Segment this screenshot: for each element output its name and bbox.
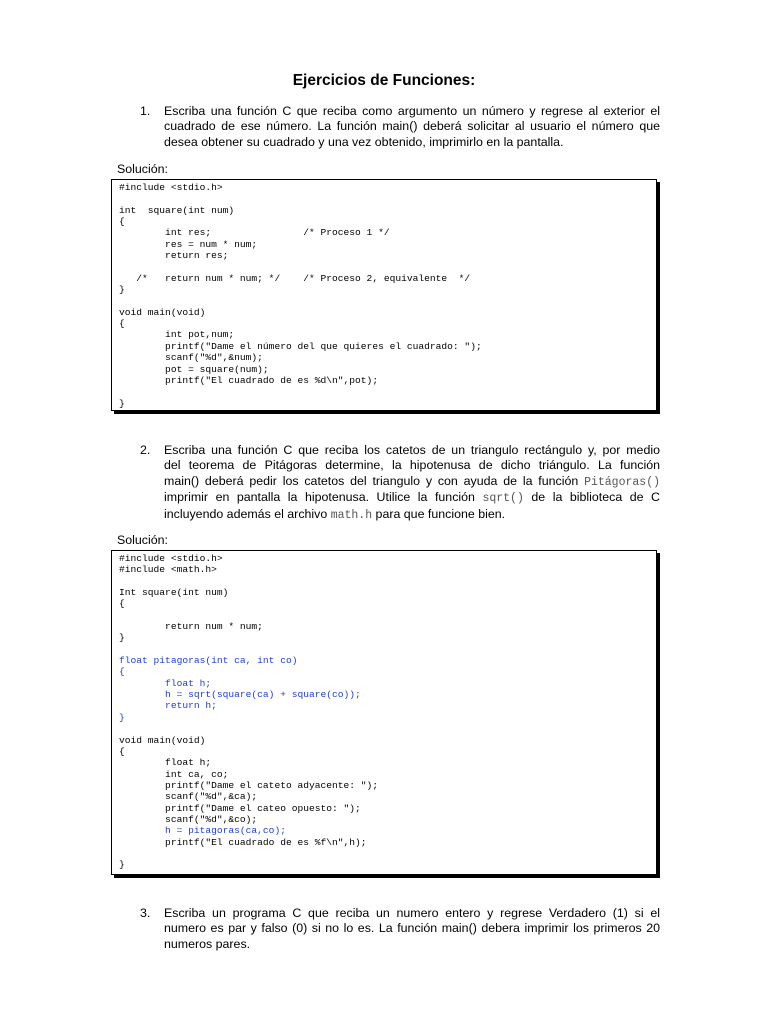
code-line: } bbox=[119, 859, 125, 871]
code-line: void main(void) bbox=[119, 734, 206, 746]
exercise-2-text bbox=[164, 443, 660, 523]
code-line: #include <stdio.h> bbox=[119, 553, 223, 564]
code-line bbox=[119, 723, 656, 734]
code-line: return num * num; bbox=[119, 621, 263, 633]
exercise-2-line bbox=[164, 474, 660, 490]
code-line: printf("El cuadrado de es %f\n",h); bbox=[119, 836, 367, 848]
exercise-3 bbox=[140, 906, 660, 952]
code-line: scanf("%d",&ca); bbox=[119, 791, 258, 803]
text-segment: main() deberá pedir los catetos del triangulo y con ayuda de la función bbox=[164, 473, 585, 488]
exercise-1-text bbox=[164, 104, 660, 150]
exercise-3-line: Escriba un programa C que reciba un numero entero y regrese Verdadero (1) si el bbox=[164, 906, 660, 920]
code-line: } bbox=[119, 284, 125, 296]
code-line: } bbox=[119, 711, 125, 723]
code-line bbox=[119, 386, 656, 397]
code-line: float pitagoras(int ca, int co) bbox=[119, 655, 298, 667]
code-line: printf("El cuadrado de es %d\n",pot); bbox=[119, 374, 379, 386]
code-line bbox=[119, 848, 656, 859]
code-block-2 bbox=[111, 550, 657, 875]
inline-code-sqrt: sqrt() bbox=[482, 492, 524, 506]
text-segment: imprimir en pantalla la hipotenusa. Utilice la función bbox=[164, 490, 483, 505]
code-line: } bbox=[119, 397, 125, 409]
code-line: { bbox=[119, 666, 125, 678]
code-line: h = pitagoras(ca,co); bbox=[119, 825, 286, 837]
inline-code-pitagoras: Pitágoras() bbox=[584, 475, 660, 489]
code-line bbox=[119, 610, 656, 621]
code-line: return h; bbox=[119, 700, 217, 712]
exercise-2-number: 2. bbox=[140, 443, 151, 457]
code-line: return res; bbox=[119, 250, 229, 262]
code-line: float h; bbox=[119, 757, 212, 769]
page-title: Ejercicios de Funciones: bbox=[292, 72, 476, 89]
code-listing-2 bbox=[119, 553, 656, 871]
exercise-3-line: numero es par y falso (0) si no lo es. La función main() debera imprimir los primeros 20 bbox=[164, 921, 660, 936]
code-line: { bbox=[119, 745, 125, 757]
exercise-1 bbox=[140, 104, 660, 150]
code-line: pot = square(num); bbox=[119, 363, 269, 375]
code-line: res = num * num; bbox=[119, 238, 258, 250]
code-line: scanf("%d",&co); bbox=[119, 813, 258, 825]
code-line: int res; /* Proceso 1 */ bbox=[119, 227, 390, 239]
code-line: { bbox=[119, 318, 125, 330]
exercise-1-number: 1. bbox=[140, 104, 151, 118]
exercise-1-line: Escriba una función C que reciba como argumento un número y regrese al exterior el bbox=[164, 104, 660, 118]
solution-label-1: Solución: bbox=[117, 162, 168, 176]
code-line: /* return num * num; */ /* Proceso 2, equivalente */ bbox=[119, 272, 471, 284]
code-line: printf("Dame el número del que quieres el cuadrado: "); bbox=[119, 340, 482, 352]
code-listing-1 bbox=[119, 182, 656, 409]
code-line bbox=[119, 644, 656, 655]
exercise-2-line: Escriba una función C que reciba los catetos de un triangulo rectángulo y, por medio bbox=[164, 443, 660, 457]
code-line: h = sqrt(square(ca) + square(co)); bbox=[119, 689, 361, 701]
code-line: void main(void) bbox=[119, 306, 206, 318]
code-line: } bbox=[119, 632, 125, 644]
exercise-2 bbox=[140, 443, 660, 523]
code-line bbox=[119, 576, 656, 587]
exercise-1-line: cuadrado de ese número. La función main() deberá solicitar al usuario el número que bbox=[164, 119, 660, 134]
code-line: int ca, co; bbox=[119, 768, 229, 780]
code-line bbox=[119, 193, 656, 204]
exercise-1-line: desea obtener su cuadrado y una vez obtenido, imprimirlo en la pantalla. bbox=[164, 134, 564, 149]
exercise-2-line: del teorema de Pitágoras determine, la hipotenusa de dicho triángulo. La función bbox=[164, 458, 660, 473]
exercise-3-text bbox=[164, 906, 660, 952]
text-segment: incluyendo además el archivo bbox=[164, 506, 331, 521]
code-line: { bbox=[119, 216, 125, 228]
code-line bbox=[119, 295, 656, 306]
code-line: float h; bbox=[119, 677, 212, 689]
exercise-2-line bbox=[164, 490, 660, 506]
code-line: { bbox=[119, 598, 125, 610]
code-line: scanf("%d",&num); bbox=[119, 352, 263, 364]
code-line: int square(int num) bbox=[119, 204, 235, 216]
code-block-1 bbox=[111, 179, 657, 411]
code-line: Int square(int num) bbox=[119, 587, 229, 599]
exercise-3-line: numeros pares. bbox=[164, 936, 251, 951]
code-line: #include <stdio.h> bbox=[119, 182, 223, 193]
code-line bbox=[119, 261, 656, 272]
exercise-2-line bbox=[164, 507, 660, 523]
code-line: #include <math.h> bbox=[119, 564, 217, 576]
solution-label-2: Solución: bbox=[117, 533, 168, 547]
text-segment: para que funcione bien. bbox=[372, 506, 506, 521]
code-line: printf("Dame el cateo opuesto: "); bbox=[119, 802, 361, 814]
inline-code-math-h: math.h bbox=[330, 508, 373, 522]
exercise-3-number: 3. bbox=[140, 906, 151, 920]
text-segment: de la biblioteca de C bbox=[523, 490, 660, 505]
code-line: int pot,num; bbox=[119, 329, 235, 341]
code-line: printf("Dame el cateto adyacente: "); bbox=[119, 779, 379, 791]
